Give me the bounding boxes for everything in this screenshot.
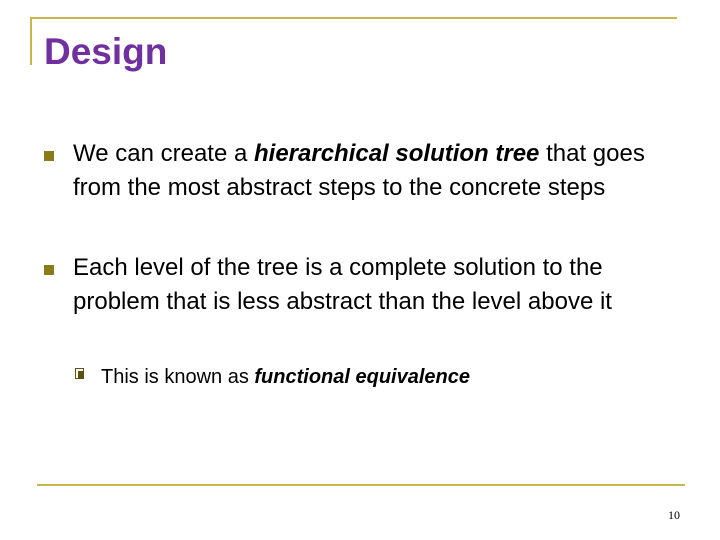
square-bullet-icon [44,265,54,275]
bullet-1-text-end: that goes from the most abstract steps to the concrete steps [73,140,645,201]
bottom-rule [37,484,685,486]
bullet-text-2: Each level of the tree is a complete solution to the problem that is less abstract than the level above it [73,254,612,315]
page-number: 10 [668,508,680,522]
bullet-1-text-start: We can create a [73,140,254,167]
slide-title: Design [44,31,168,72]
sub-bullet-text [101,363,661,391]
sub-bullet-emphasis: functional equivalence [254,366,470,388]
sub-bullet-text-start: This is known as [101,366,255,388]
bullet-1-emphasis: hierarchical solution tree [253,140,540,167]
shadow-square-bullet-icon [75,368,84,379]
bullet-text-1 [73,137,673,205]
square-bullet-icon [44,151,54,161]
top-rule-vertical [30,17,32,65]
top-rule-horizontal [30,17,677,19]
